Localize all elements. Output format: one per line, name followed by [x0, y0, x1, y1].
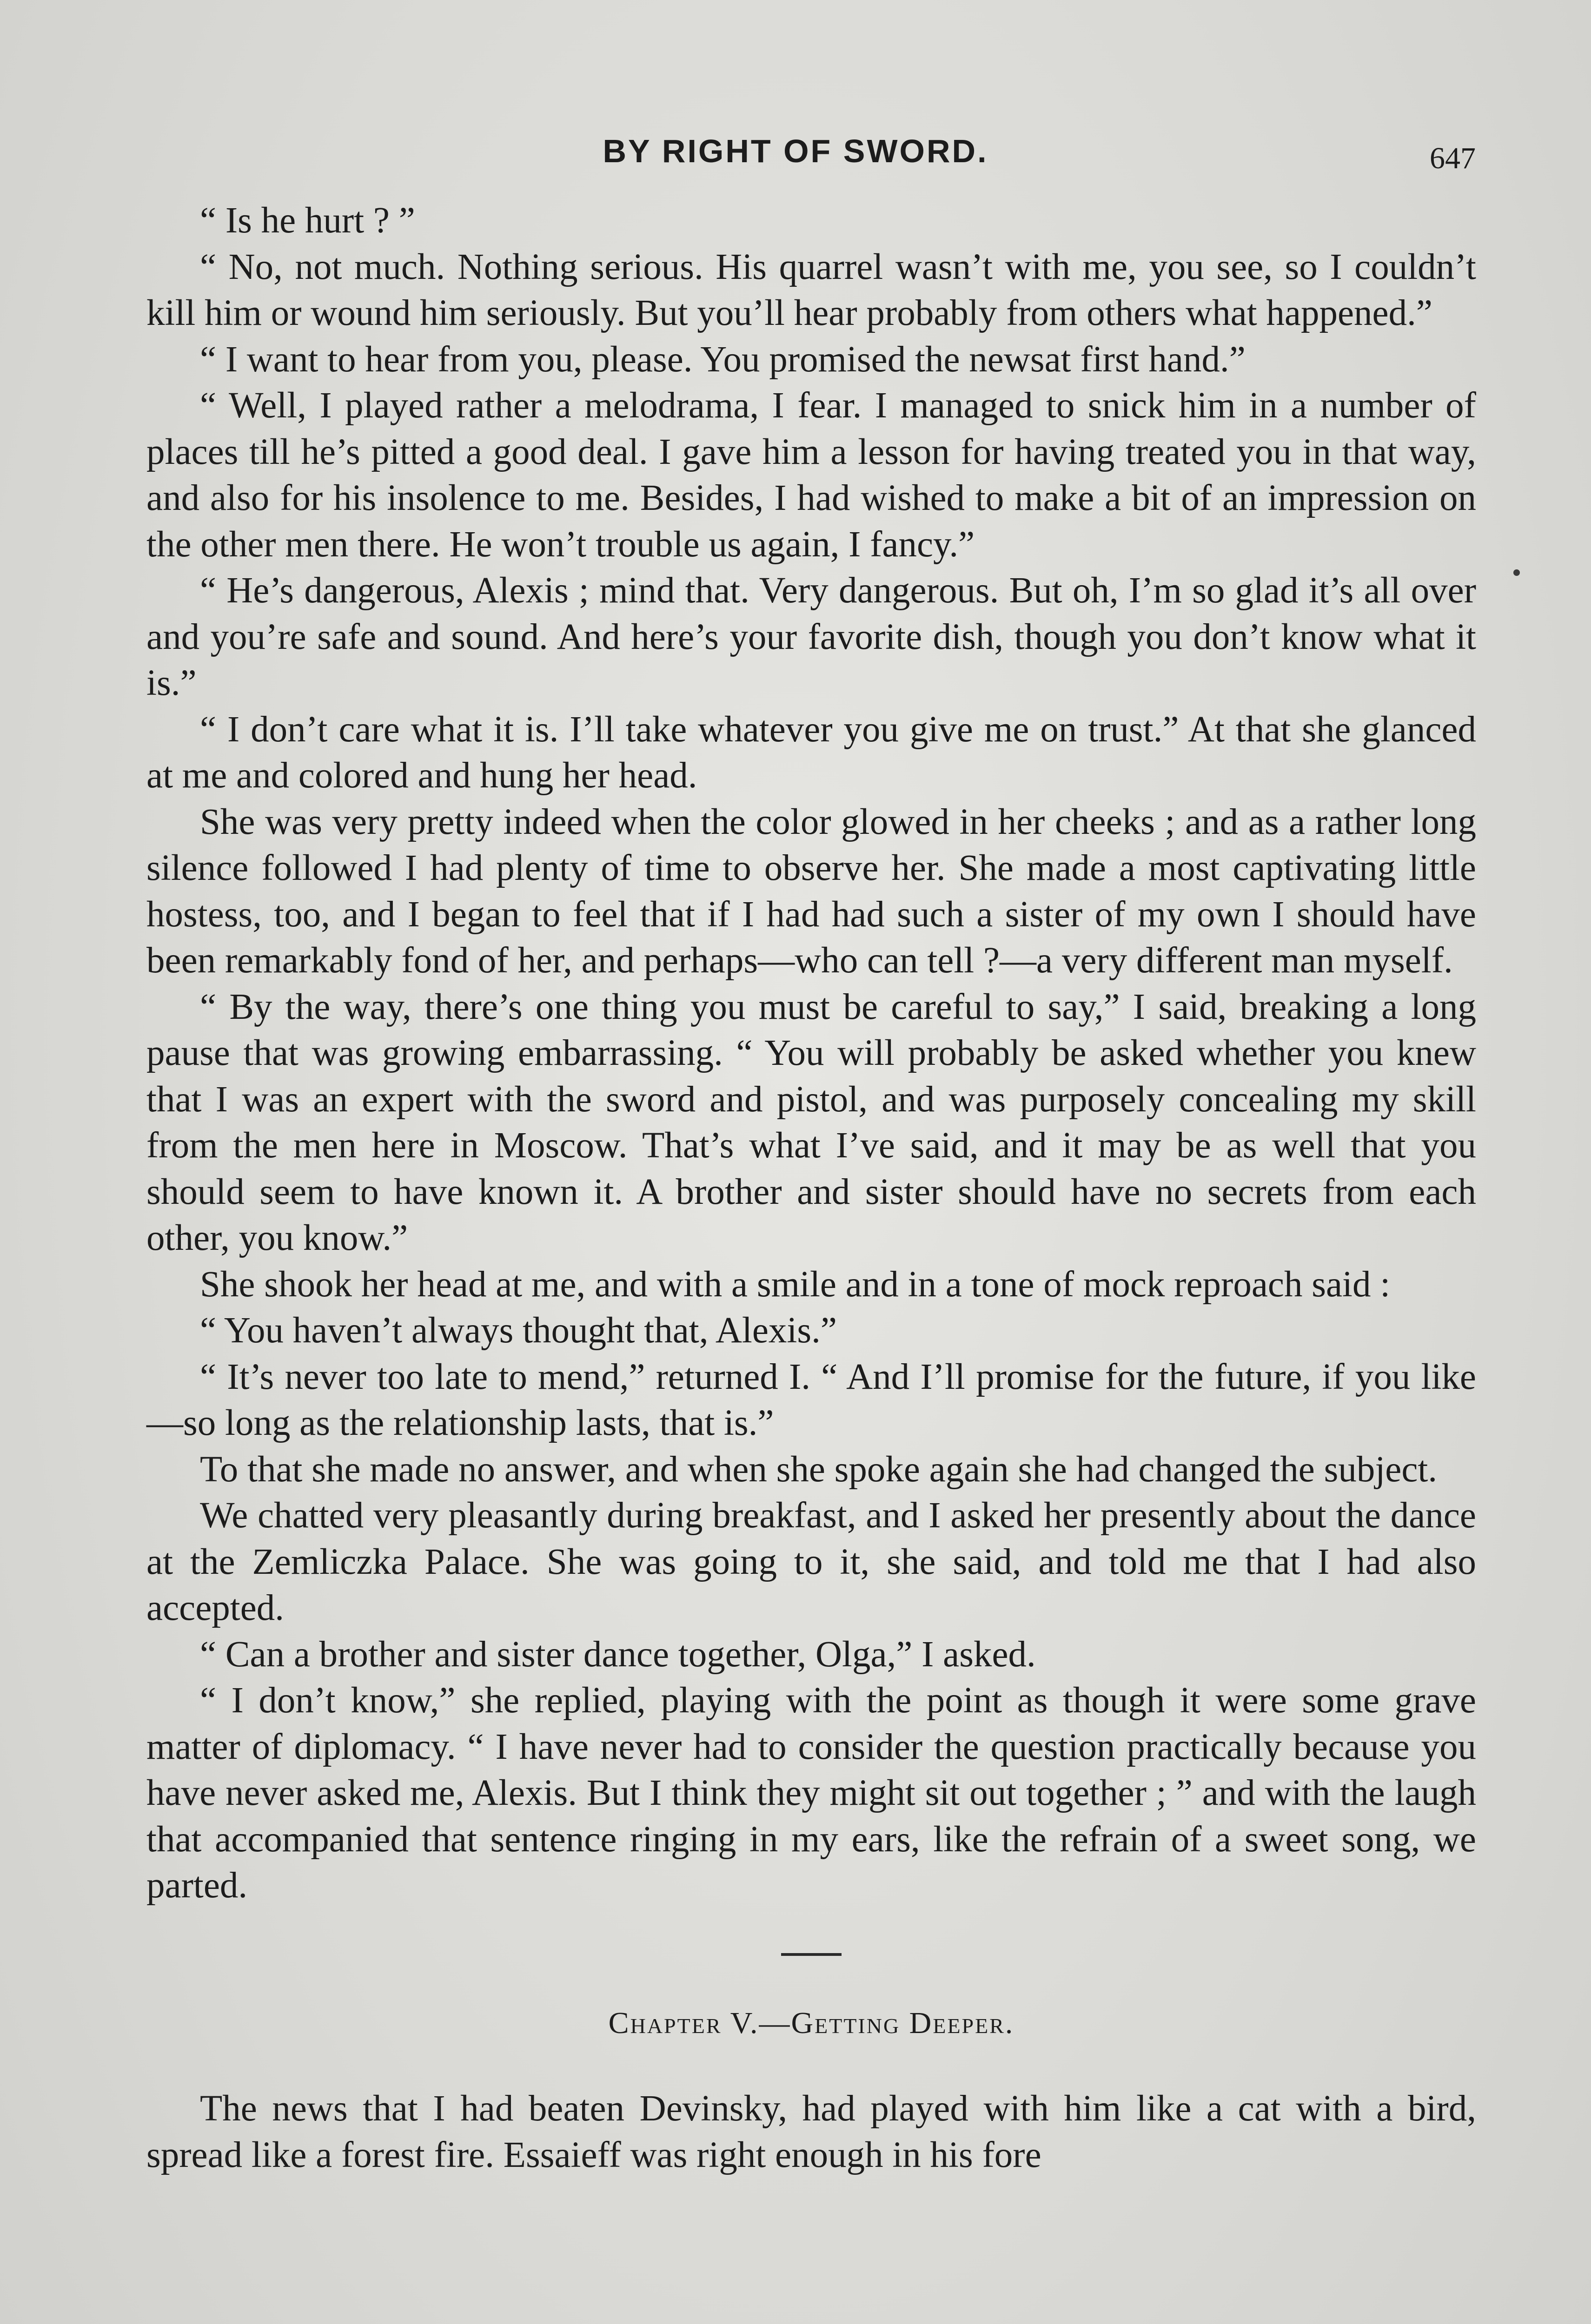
paragraph: “ I don’t know,” she replied, playing with the point as though it were some grave matter of diplomacy. “ I have never had to consider the question practically because you have never asked me, Alexis. But I think they might sit out together ; ” and with the laugh that accompanied that sentence ringing in my ears, like the refrain of a sweet song, we parted. [146, 1680, 1476, 1906]
paragraph: We chatted very pleasantly during breakfast, and I asked her presently about the dance at the Zemliczka Palace. She was going to it, she said, and told me that I had also accepted. [146, 1495, 1476, 1628]
paragraph: “ No, not much. Nothing serious. His quarrel wasn’t with me, you see, so I couldn’t kill him or wound him seriously. But you’ll hear probably from others what happened.” [146, 246, 1476, 333]
running-head [0, 132, 1591, 174]
paragraph: “ Is he hurt ? ” [200, 200, 415, 241]
paragraph: The news that I had beaten Devinsky, had played with him like a cat with a bird, spread like a forest fire. Essaieff was right enough in his fore [146, 2088, 1476, 2175]
paragraph: “ Well, I played rather a melodrama, I fear. I managed to snick him in a number of places till he’s pitted a good deal. I gave him a lesson for having treated you in that way, and also for his insolence to me. Besides, I had wished to make a bit of an impression on the other men there. He won’t trouble us again, I fancy.” [146, 385, 1476, 565]
paragraph: She shook her head at me, and with a smile and in a tone of mock reproach said : [200, 1264, 1391, 1305]
paragraph: “ It’s never too late to mend,” returned I. “ And I’ll promise for the future, if you like—so long as the relationship lasts, that is.” [146, 1356, 1476, 1443]
body-text [146, 198, 1476, 2178]
paragraph: To that she made no answer, and when she spoke again she had changed the subject. [200, 1449, 1438, 1490]
paragraph: “ Can a brother and sister dance together, Olga,” I asked. [200, 1634, 1036, 1675]
paragraph: She was very pretty indeed when the color glowed in her cheeks ; and as a rather long silence followed I had plenty of time to observe her. She made a most captivating little hostess, too, and I began to feel that if I had had such a sister of my own I should have been remarkably fond of her, and perhaps—who can tell ?—a very different man myself. [146, 801, 1476, 981]
paragraph: “ I want to hear from you, please. You promised the newsat first hand.” [200, 339, 1246, 380]
paragraph: “ He’s dangerous, Alexis ; mind that. Very dangerous. But oh, I’m so glad it’s all over and you’re safe and sound. And here’s your favorite dish, though you don’t know what it is.” [146, 570, 1476, 703]
paragraph: “ You haven’t always thought that, Alexis.” [200, 1310, 837, 1351]
paragraph: “ By the way, there’s one thing you must be careful to say,” I said, breaking a long pause that was growing embarrassing. “ You will probably be asked whether you knew that I was an expert with the sword and pistol, and was purposely concealing my skill from the men here in Moscow. That’s what I’ve said, and it may be as well that you should seem to have known it. A brother and sister should have no secrets from each other, you know.” [146, 986, 1476, 1258]
running-title: BY RIGHT OF SWORD. [603, 133, 988, 169]
print-speck [1513, 569, 1520, 576]
chapter-heading: Chapter V.—Getting Deeper. [608, 2006, 1014, 2040]
section-divider [781, 1953, 842, 1956]
page-number: 647 [1430, 141, 1476, 175]
paragraph: “ I don’t care what it is. I’ll take whatever you give me on trust.” At that she glanced at me and colored and hung her head. [146, 709, 1476, 796]
